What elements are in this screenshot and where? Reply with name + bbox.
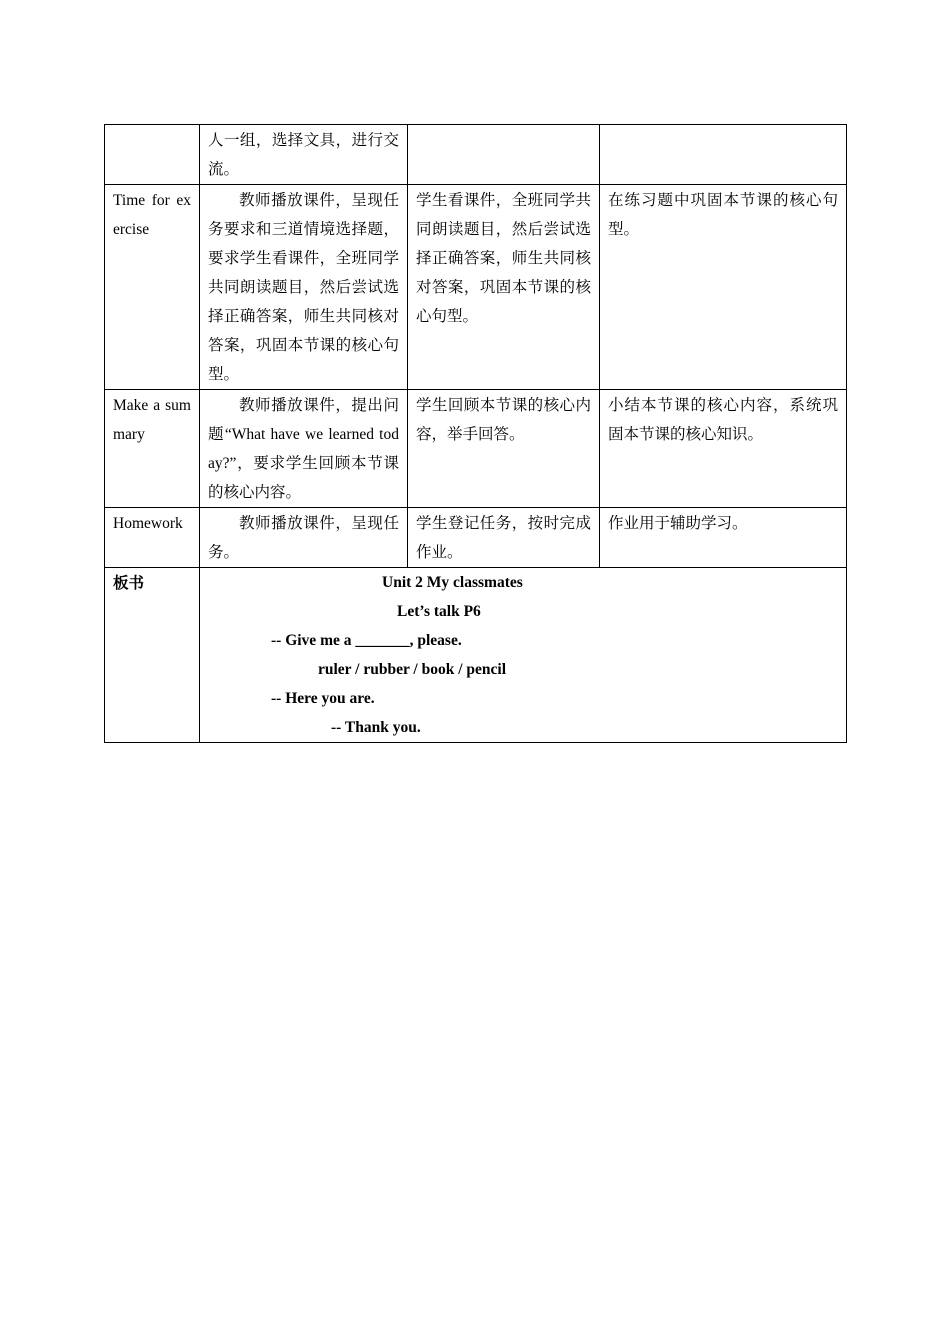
purpose-cell: 小结本节课的核心内容，系统巩固本节课的核心知识。: [600, 390, 847, 508]
teacher-activity-cell: 教师播放课件，呈现任务要求和三道情境选择题，要求学生看课件，全班同学共同朗读题目，然后尝试选择正确答案，师生共同核对答案，巩固本节课的核心句型。: [200, 185, 408, 390]
board-subtitle: Let’s talk P6: [397, 603, 481, 620]
purpose-cell: 在练习题中巩固本节课的核心句型。: [600, 185, 847, 390]
student-activity-cell: 学生回顾本节课的核心内容，举手回答。: [408, 390, 600, 508]
student-activity-cell: 学生登记任务，按时完成作业。: [408, 508, 600, 568]
table-row: [105, 508, 847, 568]
purpose-cell: 作业用于辅助学习。: [600, 508, 847, 568]
table-row: [105, 390, 847, 508]
student-activity-cell: 学生看课件，全班同学共同朗读题目，然后尝试选择正确答案，师生共同核对答案，巩固本节课的核心句型。: [408, 185, 600, 390]
board-line-here-you-are: -- Here you are.: [271, 690, 375, 707]
lesson-plan-table: [104, 124, 847, 743]
student-activity-cell: [408, 125, 600, 185]
teacher-activity-cell: 教师播放课件，呈现任务。: [200, 508, 408, 568]
stage-cell: [105, 125, 200, 185]
board-line-stationery: ruler / rubber / book / pencil: [318, 661, 507, 678]
teacher-activity-cell: 人一组，选择文具，进行交流。: [200, 125, 408, 185]
blackboard-row: [105, 568, 847, 743]
purpose-cell: [600, 125, 847, 185]
board-title: Unit 2 My classmates: [382, 574, 523, 591]
stage-cell: Make a summary: [105, 390, 200, 508]
blackboard-content: [200, 568, 847, 743]
blackboard-label: 板书: [105, 568, 200, 743]
board-line-thank-you: -- Thank you.: [331, 719, 421, 736]
table-row: [105, 185, 847, 390]
stage-cell: Time for exercise: [105, 185, 200, 390]
stage-cell: Homework: [105, 508, 200, 568]
table-row: [105, 125, 847, 185]
board-line-give-me: -- Give me a _______, please.: [271, 632, 462, 649]
teacher-activity-cell: 教师播放课件，提出问题“What have we learned today?”，要求学生回顾本节课的核心内容。: [200, 390, 408, 508]
